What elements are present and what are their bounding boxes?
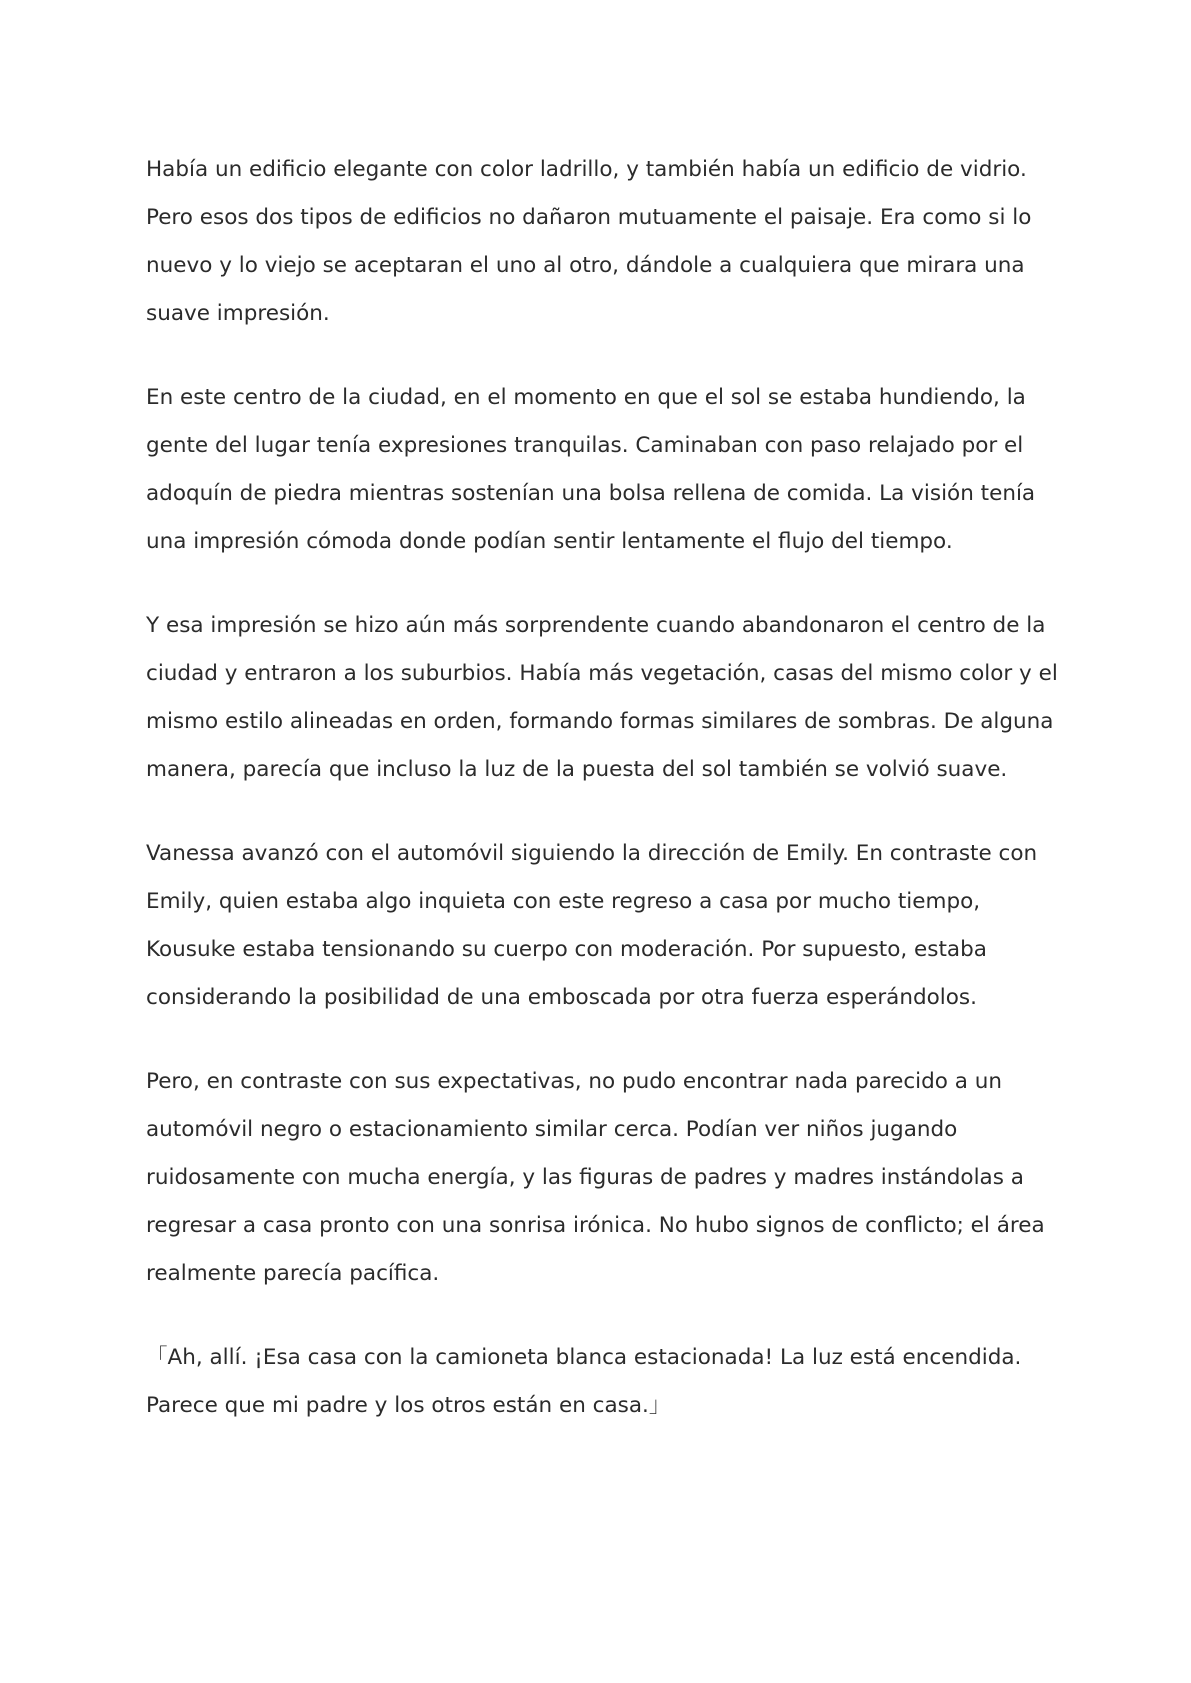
paragraph-3: Y esa impresión se hizo aún más sorprendente cuando abandonaron el centro de la ciudad y entraron a los suburbios. Había más vegetación, casas del mismo color y el mismo estilo alineadas en orden, formando formas similares de sombras. De alguna manera, parecía que incluso la luz de la puesta del sol también se volvió suave. xyxy=(146,613,1058,782)
paragraph-4: Vanessa avanzó con el automóvil siguiendo la dirección de Emily. En contraste con Emily, quien estaba algo inquieta con este regreso a casa por mucho tiempo, Kousuke estaba tensionando su cuerpo con moderación. Por supuesto, estaba considerando la posibilidad de una emboscada por otra fuerza esperándolos. xyxy=(146,841,1038,1010)
paragraph-5: Pero, en contraste con sus expectativas, no pudo encontrar nada parecido a un automóvil negro o estacionamiento similar cerca. Podían ver niños jugando ruidosamente con mucha energía, y las figuras de padres y madres instándolas a regresar a casa pronto con una sonrisa irónica. No hubo signos de conflicto; el área realmente parecía pacífica. xyxy=(146,1069,1045,1286)
body-text xyxy=(146,146,1066,1466)
paragraph-2: En este centro de la ciudad, en el momento en que el sol se estaba hundiendo, la gente del lugar tenía expresiones tranquilas. Caminaban con paso relajado por el adoquín de piedra mientras sostenían una bolsa rellena de comida. La visión tenía una impresión cómoda donde podían sentir lentamente el flujo del tiempo. xyxy=(146,385,1036,554)
dialogue-line: 「Ah, allí. ¡Esa casa con la camioneta blanca estacionada! La luz está encendida. Parece que mi padre y los otros están en casa.」 xyxy=(146,1345,1022,1418)
paragraph-1: Había un edificio elegante con color ladrillo, y también había un edificio de vidrio. Pero esos dos tipos de edificios no dañaron mutuamente el paisaje. Era como si lo nuevo y lo viejo se aceptaran el uno al otro, dándole a cualquiera que mirara una suave impresión. xyxy=(146,157,1032,326)
